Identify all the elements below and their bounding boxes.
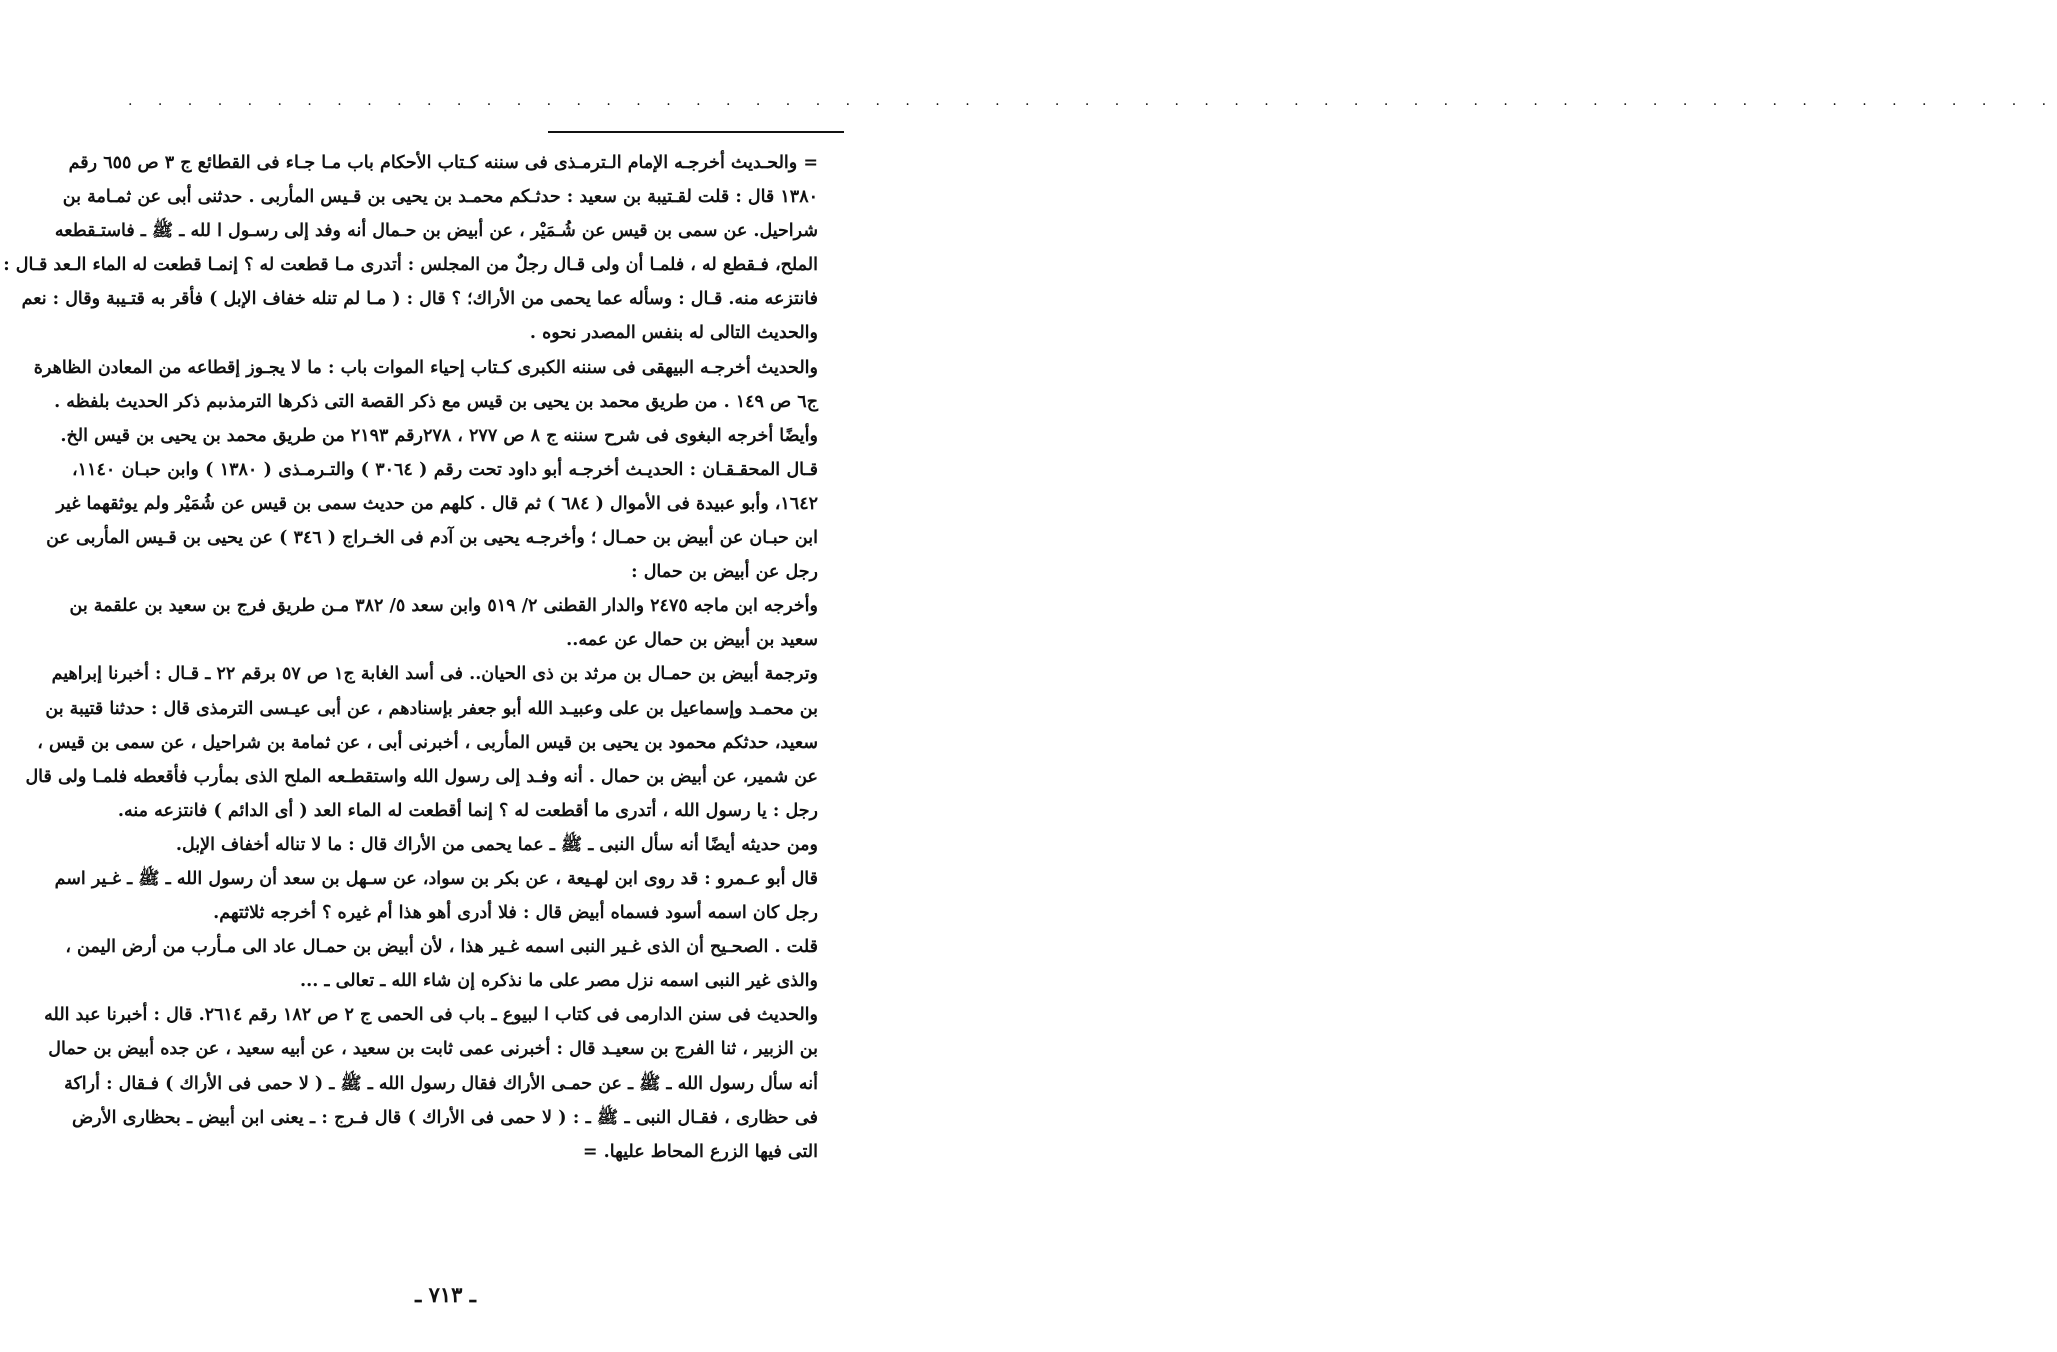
- paragraph: [54, 862, 818, 930]
- text-line: سعيد بن أبيض بن حمال عن عمه..: [566, 630, 818, 651]
- paragraph: [60, 419, 818, 453]
- text-line: أنه سأل رسول الله ـ ﷺ ـ عن حمـى الأراك فقال رسول الله ـ ﷺ ـ ( لا حمى فى الأراك ) فـقال : أراكة: [64, 1073, 818, 1094]
- text-line: فى حظارى ، فقـال النبى ـ ﷺ ـ : ( لا حمى فى الأراك ) قال فـرج : ـ يعنى ابن أبيض ـ بحظارى الأرض: [72, 1107, 818, 1128]
- text-line: وأيضًا أخرجه البغوى فى شرح سننه ج ٨ ص ٢٧٧ ، ٢٧٨رقم ٢١٩٣ من طريق محمد بن يحيى بن قيس الخ.: [60, 425, 818, 446]
- text-line: ابن حبـان عن أبيض بن حمـال ؛ وأخرجـه يحيى بن آدم فى الخـراج ( ٣٤٦ ) عن يحيى بن قـيس المأربى عن: [46, 528, 818, 549]
- text-line: قـال المحقـقـان : الحديـث أخرجـه أبو داود تحت رقم ( ٣٠٦٤ ) والتـرمـذى ( ١٣٨٠ ) وابن حبـان ١١٤٠،: [72, 459, 818, 480]
- text-line: والحديث فى سنن الدارمى فى كتاب ا لبيوع ـ باب فى الحمى ج ٢ ص ١٨٢ رقم ٢٦١٤. قال : أخبرنا عبد الله: [44, 1005, 818, 1026]
- paragraph: [69, 589, 818, 657]
- text-line: رجل عن أبيض بن حمال :: [631, 562, 818, 583]
- text-line: وأخرجه ابن ماجه ٢٤٧٥ والدار القطنى ٢/ ٥١٩ وابن سعد ٥/ ٣٨٢ مـن طريق فرج بن سعيد بن علقمة بن: [69, 596, 818, 617]
- text-line: والذى غير النبى اسمه نزل مصر على ما نذكره إن شاء الله ـ تعالى ـ ...: [300, 971, 818, 992]
- text-line: الملح، فـقطع له ، فلمـا أن ولى قـال رجلٌ من المجلس : أتدرى مـا قطعت له ؟ إنمـا قطعت له الماء الـعد قـال :: [3, 255, 818, 276]
- paragraph: [25, 657, 818, 827]
- header-dotted-line: . . . . . . . . . . . . . . . . . . . . . . . . . . . . . . . . . . . . . . . . . . . . . . . . . . . . . . . . . . . . . . . . .: [128, 93, 2057, 109]
- text-line: رجل : يا رسول الله ، أتدرى ما أقطعت له ؟ إنما أقطعت له الماء العد ( أى الدائم ) فانتزعه منه.: [117, 800, 818, 821]
- text-line: التى فيها الزرع المحاط عليها. =: [582, 1141, 818, 1162]
- paragraph: [33, 351, 818, 419]
- text-line: والحديث أخرجـه البيهقى فى سننه الكبرى كـتاب إحياء الموات باب : ما لا يجـوز إقطاعه من المعادن الظاهرة: [33, 357, 818, 378]
- text-line: ١٦٤٢، وأبو عبيدة فى الأموال ( ٦٨٤ ) ثم قال . كلهم من حديث سمى بن قيس عن شُمَيْر ولم يوثقهما غير: [56, 493, 818, 514]
- text-line: سعيد، حدثكم محمود بن يحيى بن قيس المأربى ، أخبرنى أبى ، عن ثمامة بن شراحيل ، عن سمى بن قيس ،: [37, 732, 818, 753]
- text-line: بن الزبير ، ثنا الفرج بن سعيـد قال : أخبرنى عمى ثابت بن سعيد ، عن أبيه سعيد ، عن جده أبيض بن حمال: [48, 1039, 818, 1060]
- paragraph: [65, 930, 818, 998]
- text-line: فانتزعه منه. قـال : وسأله عما يحمى من الأراك؛ ؟ قال : ( مـا لم تنله خفاف الإبل ) فأقر به قتـيبة وقال : نعم: [21, 289, 818, 310]
- text-line: = والحـديث أخرجـه الإمام الـترمـذى فى سننه كـتاب الأحكام باب مـا جـاء فى القطائع ج ٣ ص ٦٥٥ رقم: [68, 153, 818, 173]
- text-line: ج٦ ص ١٤٩ . من طريق محمد بن يحيى بن قيس مع ذكر القصة التى ذكرها الترمذىبم ذكر الحديث بلفظه .: [54, 391, 818, 412]
- text-line: ١٣٨٠ قال : قلت لقـتيبة بن سعيد : حدثـكم محمـد بن يحيى بن قـيس المأربى . حدثنى أبى عن ثمـامة بن: [62, 187, 818, 208]
- text-line: قال أبو عـمرو : قد روى ابن لهـيعة ، عن بكر بن سواد، عن سـهل بن سعد أن رسول الله ـ ﷺ ـ غـير اسم: [54, 868, 818, 889]
- text-line: شراحيل. عن سمى بن قيس عن شُـمَيْر ، عن أبيض بن حـمال أنه وفد إلى رسـول ا لله ـ ﷺ ـ فاستـقطعه: [54, 221, 818, 242]
- text-line: عن شمير، عن أبيض بن حمال . أنه وفـد إلى رسول الله واستقطـعه الملح الذى بمأرب فأقعطه فلمـا ولى قال: [25, 766, 818, 787]
- paragraph: [3, 146, 818, 351]
- paragraph: [72, 828, 818, 862]
- footnote-text: [3, 146, 818, 1169]
- paragraph: [44, 998, 818, 1168]
- text-line: ومن حديثه أيضًا أنه سأل النبى ـ ﷺ ـ عما يحمى من الأراك قال : ما لا تناله أخفاف الإبل.: [175, 834, 818, 855]
- text-line: والحديث التالى له بنفس المصدر نحوه .: [529, 323, 818, 344]
- footnote-separator-rule: [548, 131, 844, 133]
- text-line: بن محمـد وإسماعيل بن على وعبيـد الله أبو جعفر بإسنادهم ، عن أبى عيـسى الترمذى قال : حدثنا قتيبة بن: [45, 698, 818, 719]
- page-number: ـ ٧١٣ ـ: [415, 1282, 476, 1307]
- paragraph: [46, 453, 818, 589]
- text-line: رجل كان اسمه أسود فسماه أبيض قال : فلا أدرى أهو هذا أم غيره ؟ أخرجه ثلاثتهم.: [213, 903, 818, 924]
- text-line: وترجمة أبيض بن حمـال بن مرثد بن ذى الحيان.. فى أسد الغابة ج١ ص ٥٧ برقم ٢٢ ـ قـال : أخبرنا إبراهيم: [51, 664, 818, 685]
- text-line: قلت . الصحـيح أن الذى غـير النبى اسمه غـير هذا ، لأن أبيض بن حمـال عاد الى مـأرب من أرض اليمن ،: [65, 937, 818, 958]
